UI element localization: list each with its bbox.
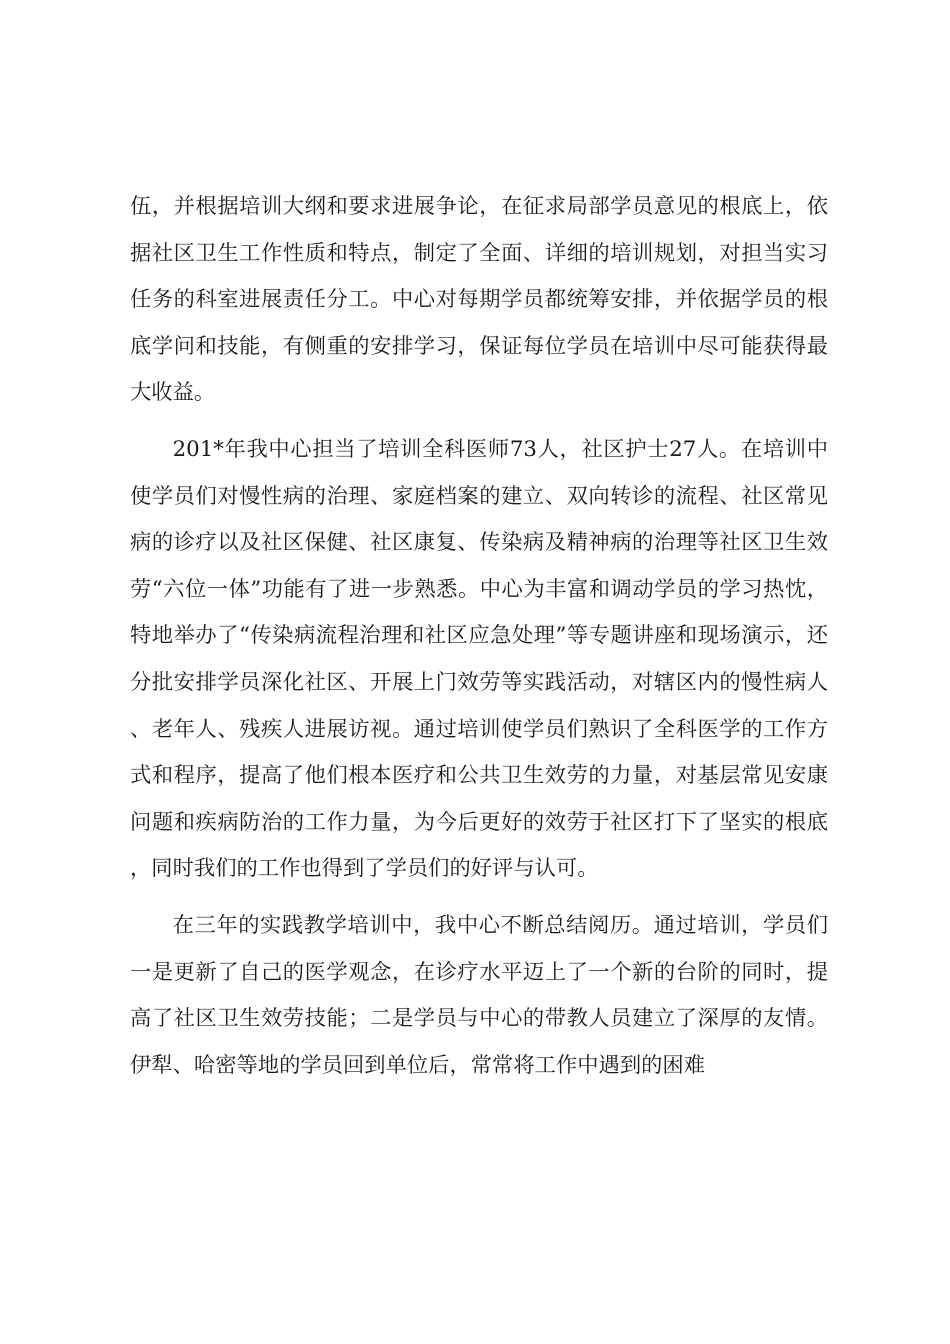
paragraph-3: 在三年的实践教学培训中，我中心不断总结阅历。通过培训，学员们一是更新了自己的医学观念，在诊疗水平迈上了一个新的台阶的同时，提高了社区卫生效劳技能；二是学员与中心的带教人员建立了深厚的友情。伊犁、哈密等地的学员回到单位后，常常将工作中遇到的困难 [130,912,828,1078]
document-body [130,184,828,1099]
paragraph-1: 伍，并根据培训大纲和要求进展争论，在征求局部学员意见的根底上，依据社区卫生工作性质和特点，制定了全面、详细的培训规划，对担当实习任务的科室进展责任分工。中心对每期学员都统筹安排，并依据学员的根底学问和技能，有侧重的安排学习，保证每位学员在培训中尽可能获得最大收益。 [130,194,828,406]
paragraph-2: 201*年我中心担当了培训全科医师73人，社区护士27人。在培训中使学员们对慢性病的治理、家庭档案的建立、双向转诊的流程、社区常见病的诊疗以及社区保健、社区康复、传染病及精神病的治理等社区卫生效劳“六位一体”功能有了进一步熟悉。中心为丰富和调动学员的学习热忱，特地举办了“传染病流程治理和社区应急处理”等专题讲座和现场演示，还分批安排学员深化社区、开展上门效劳等实践活动，对辖区内的慢性病人、老年人、残疾人进展访视。通过培训使学员们熟识了全科医学的工作方式和程序，提高了他们根本医疗和公共卫生效劳的力量，对基层常见安康问题和疾病防治的工作力量，为今后更好的效劳于社区打下了坚实的根底，同时我们的工作也得到了学员们的好评与认可。 [130,436,828,882]
